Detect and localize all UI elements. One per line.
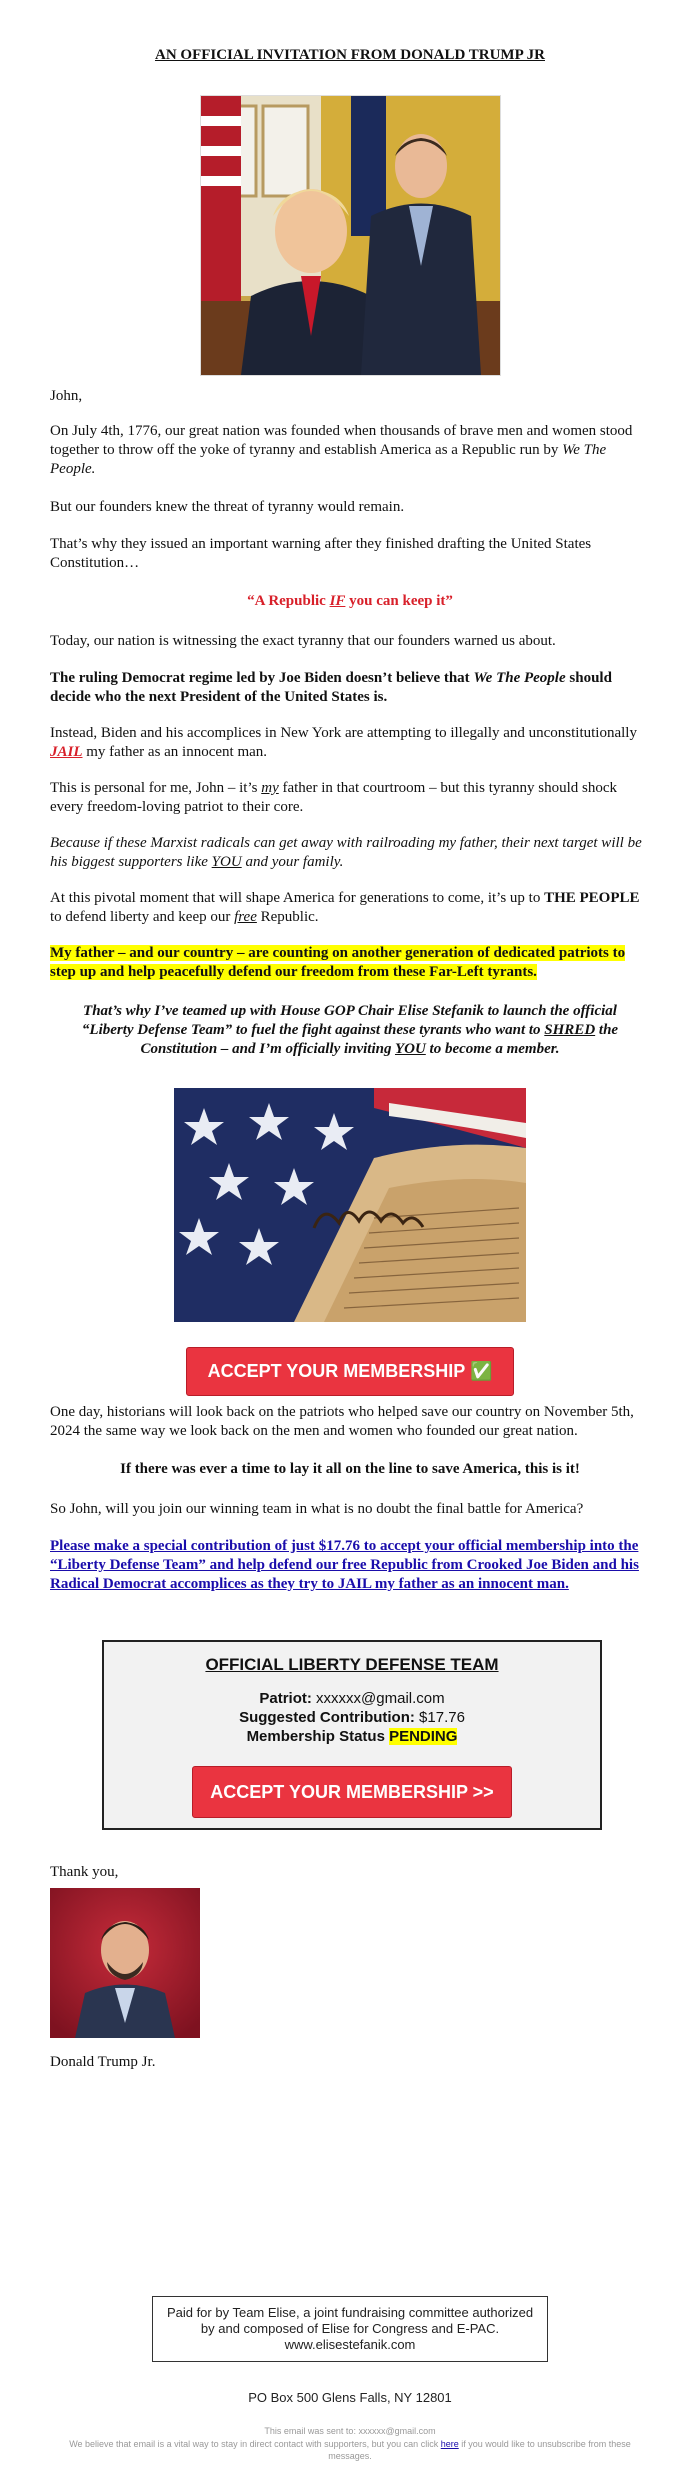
accept-membership-button[interactable]: ACCEPT YOUR MEMBERSHIP ✅ <box>186 1347 514 1396</box>
paragraph-warning: That’s why they issued an important warning after they finished drafting the United States Constitution… <box>50 536 592 571</box>
card-contribution: Suggested Contribution: $17.76 <box>239 1709 465 1727</box>
signature-portrait <box>50 1888 200 2038</box>
footer-sent-to: This email was sent to: xxxxxx@gmail.com <box>264 2426 436 2436</box>
paragraph-line: If there was ever a time to lay it all on the line to save America, this is it! <box>120 1461 580 1477</box>
card-patriot: Patriot: xxxxxx@gmail.com <box>259 1690 445 1708</box>
contribution-link[interactable]: Please make a special contribution of just $17.76 to accept your official membership into the “Liberty Defense Team” and help defend our free Republic from Crooked Joe Biden and his Radical Democrat accomplices as they try to JAIL my father as an innocent man. <box>50 1538 639 1592</box>
paragraph-pivotal: At this pivotal moment that will shape America for generations to come, it’s up to THE PEOPLE to defend liberty and keep our free Republic. <box>50 890 640 925</box>
paid-for-box: Paid for by Team Elise, a joint fundraising committee authorized by and composed of Elise for Congress and E-PAC. www.elisestefanik.com <box>152 2296 548 2362</box>
paragraph-personal: This is personal for me, John – it’s my father in that courtroom – but this tyranny should shock every freedom-loving patriot to their core. <box>50 780 618 815</box>
card-accept-button[interactable]: ACCEPT YOUR MEMBERSHIP >> <box>192 1766 512 1818</box>
email-title: AN OFFICIAL INVITATION FROM DONALD TRUMP JR <box>154 47 545 63</box>
paragraph-regime: The ruling Democrat regime led by Joe Biden doesn’t believe that We The People should decide who the next President of the United States is. <box>50 670 612 705</box>
paragraph-witnessing: Today, our nation is witnessing the exact tyranny that our founders warned us about. <box>50 633 556 649</box>
paragraph-threat: But our founders knew the threat of tyranny would remain. <box>50 499 405 515</box>
contribution-link-paragraph <box>50 1537 640 1593</box>
membership-card <box>102 1640 602 1830</box>
signoff: Thank you, <box>50 1864 119 1880</box>
status-badge: PENDING <box>389 1728 458 1746</box>
footer-unsubscribe: We believe that email is a vital way to stay in direct contact with supporters, but you can click here if you would like to unsubscribe from these messages. <box>69 2439 631 2461</box>
paragraph-jail: Instead, Biden and his accomplices in New York are attempting to illegally and unconstitutionally JAIL my father as an innocent man. <box>50 725 637 760</box>
greeting: John, <box>50 388 83 404</box>
signature-name: Donald Trump Jr. <box>50 2054 156 2070</box>
card-title: OFFICIAL LIBERTY DEFENSE TEAM <box>205 1655 499 1674</box>
paragraph-historians: One day, historians will look back on the patriots who helped save our country on November 5th, 2024 the same way we look back on the men and women who founded our great nation. <box>50 1404 634 1439</box>
paragraph-target: Because if these Marxist radicals can get away with railroading my father, their next target will be his biggest supporters like YOU and your family. <box>50 835 642 870</box>
paragraph-highlight: My father – and our country – are counting on another generation of dedicated patriots to step up and help peacefully defend our freedom from these Far-Left tyrants. <box>50 945 626 980</box>
footer-address: PO Box 500 Glens Falls, NY 12801 <box>248 2390 452 2405</box>
paragraph-founding: On July 4th, 1776, our great nation was founded when thousands of brave men and women stood together to throw off the yoke of tyranny and establish America as a Republic run by We The People. <box>50 423 633 477</box>
oval-office-photo <box>200 95 501 376</box>
card-status: Membership Status PENDING <box>246 1728 458 1746</box>
constitution-flag-image <box>174 1088 526 1322</box>
paragraph-question: So John, will you join our winning team in what is no doubt the final battle for America? <box>50 1501 584 1517</box>
unsubscribe-link[interactable]: here <box>440 2439 459 2449</box>
paragraph-teamed-up: That’s why I’ve teamed up with House GOP Chair Elise Stefanik to launch the official “Liberty Defense Team” to fuel the fight against these tyrants who want to SHRED the Constitution – and I’m officially inviting YOU to become a member. <box>81 1003 619 1057</box>
quote-republic: “A Republic IF you can keep it” <box>247 593 453 609</box>
